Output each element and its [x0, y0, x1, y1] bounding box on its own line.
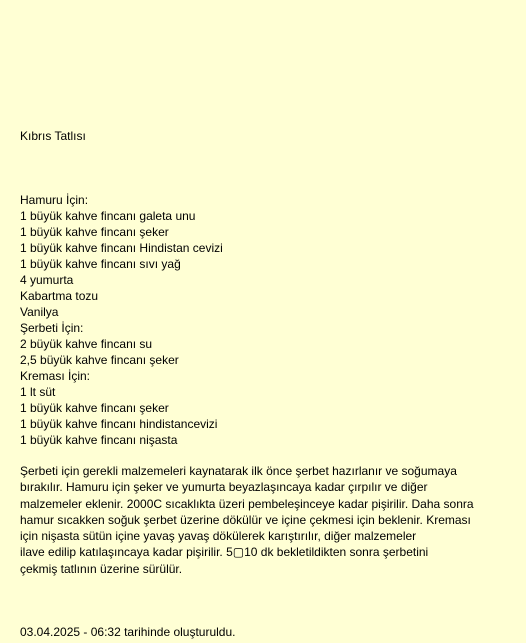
instruction-line: çekmiş tatlının üzerine sürülür. [20, 561, 183, 576]
recipe-instructions [20, 463, 510, 577]
ingredient-item: 1 büyük kahve fincanı şeker [20, 401, 169, 415]
ingredient-heading-syrup: Şerbeti İçin: [20, 321, 84, 335]
ingredient-item: Kabartma tozu [20, 289, 99, 303]
ingredient-heading-dough: Hamuru İçin: [20, 193, 89, 207]
ingredient-item: 1 büyük kahve fincanı nişasta [20, 433, 178, 447]
ingredient-item: 1 büyük kahve fincanı sıvı yağ [20, 257, 181, 271]
ingredient-heading-cream: Kreması İçin: [20, 369, 91, 383]
created-timestamp: 03.04.2025 - 06:32 tarihinde oluşturuldu. [20, 625, 236, 639]
instruction-line: Şerbeti için gerekli malzemeleri kaynatarak ilk önce şerbet hazırlanır ve soğumaya [20, 464, 457, 478]
ingredient-item: 1 büyük kahve fincanı Hindistan cevizi [20, 241, 223, 255]
instruction-line: bırakılır. Hamuru için şeker ve yumurta beyazlaşıncaya kadar çırpılır ve diğer [20, 480, 428, 495]
ingredient-item: Vanilya [20, 305, 59, 319]
recipe-title: Kıbrıs Tatlısı [20, 129, 86, 143]
ingredient-item: 1 büyük kahve fincanı galeta unu [20, 209, 196, 223]
instruction-line: ilave edilip katılaşıncaya kadar pişirilir. 5▢10 dk bekletildikten sonra şerbetini [20, 545, 429, 560]
ingredient-item: 2 büyük kahve fincanı su [20, 337, 153, 351]
ingredient-item: 1 büyük kahve fincanı şeker [20, 225, 169, 239]
ingredient-item: 1 lt süt [20, 385, 56, 399]
ingredient-list [20, 192, 223, 448]
ingredient-item: 4 yumurta [20, 273, 74, 287]
instruction-line: hamur sıcakken soğuk şerbet üzerine dökülür ve içine çekmesi için beklenir. Kreması [20, 512, 471, 527]
instruction-line: malzemeler eklenir. 2000C sıcaklıkta üzeri pembeleşinceye kadar pişirilir. Daha sonra [20, 496, 474, 511]
instruction-line: için nişasta sütün içine yavaş yavaş dökülerek karıştırılır, diğer malzemeler [20, 529, 417, 544]
ingredient-item: 1 büyük kahve fincanı hindistancevizi [20, 417, 218, 431]
ingredient-item: 2,5 büyük kahve fincanı şeker [20, 353, 179, 367]
